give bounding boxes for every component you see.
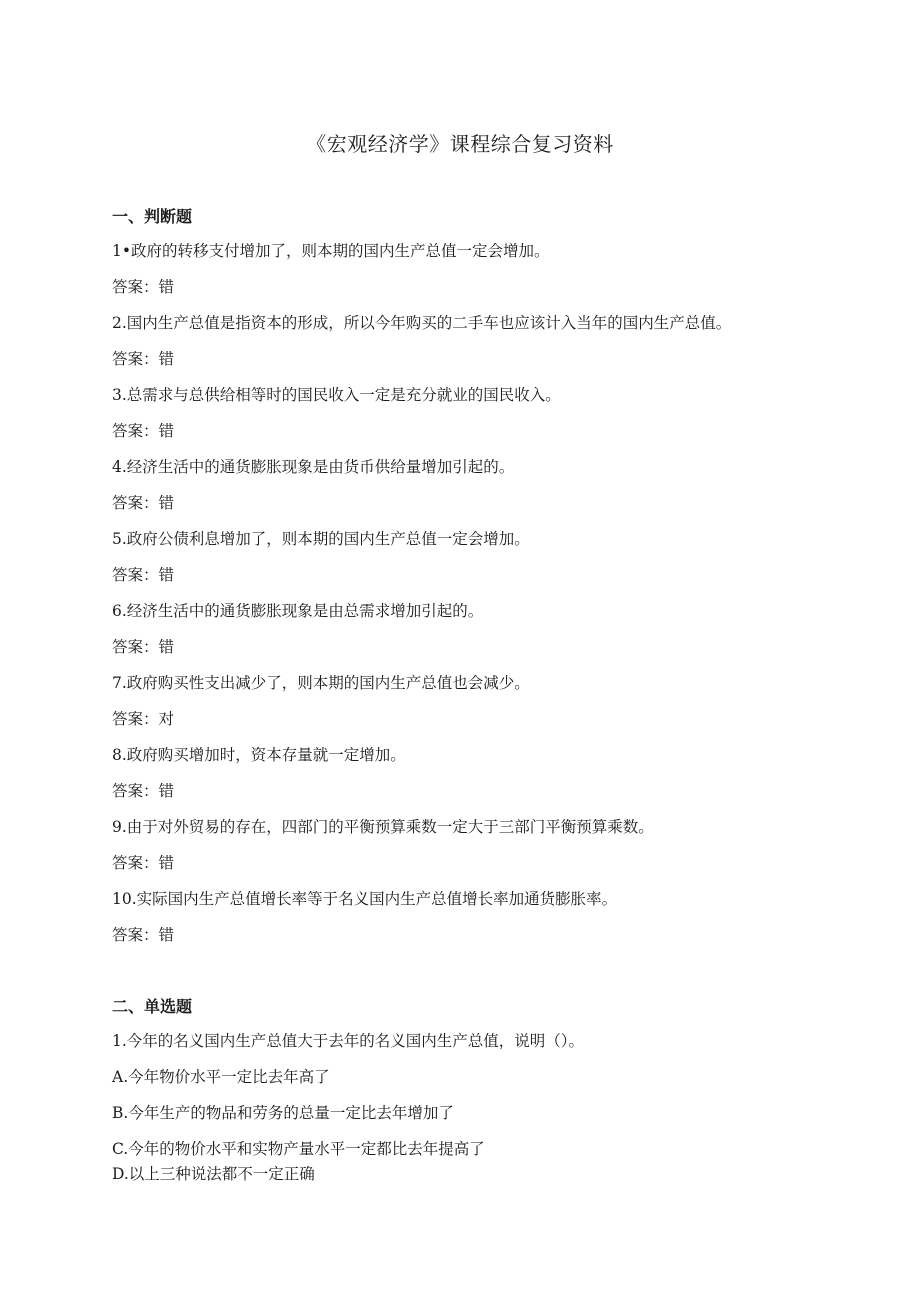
question-10: 10.实际国内生产总值增长率等于名义国内生产总值增长率加通货膨胀率。 bbox=[112, 890, 618, 908]
answer-4: 答案：错 bbox=[112, 494, 175, 512]
question-8: 8.政府购买增加时，资本存量就一定增加。 bbox=[112, 746, 406, 764]
question-7: 7.政府购买性支出减少了，则本期的国内生产总值也会减少。 bbox=[112, 674, 530, 692]
question-5: 5.政府公债利息增加了，则本期的国内生产总值一定会增加。 bbox=[112, 530, 530, 548]
question-4: 4.经济生活中的通货膨胀现象是由货币供给量增加引起的。 bbox=[112, 458, 515, 476]
question-1: 1•政府的转移支付增加了，则本期的国内生产总值一定会增加。 bbox=[112, 242, 550, 260]
answer-7: 答案：对 bbox=[112, 710, 175, 728]
answer-8: 答案：错 bbox=[112, 782, 175, 800]
section-heading-true-false: 一、判断题 bbox=[112, 207, 193, 226]
answer-1: 答案：错 bbox=[112, 278, 175, 296]
answer-10: 答案：错 bbox=[112, 926, 175, 944]
option-d: D.以上三种说法都不一定正确 bbox=[112, 1165, 315, 1183]
answer-3: 答案：错 bbox=[112, 422, 175, 440]
answer-9: 答案：错 bbox=[112, 854, 175, 872]
section-heading-single-choice: 二、单选题 bbox=[112, 997, 193, 1016]
option-b: B.今年生产的物品和劳务的总量一定比去年增加了 bbox=[112, 1104, 454, 1122]
document-title: 《宏观经济学》课程综合复习资料 bbox=[306, 132, 614, 156]
question-9: 9.由于对外贸易的存在，四部门的平衡预算乘数一定大于三部门平衡预算乘数。 bbox=[112, 818, 654, 836]
question-6: 6.经济生活中的通货膨胀现象是由总需求增加引起的。 bbox=[112, 602, 484, 620]
answer-5: 答案：错 bbox=[112, 566, 175, 584]
option-c: C.今年的物价水平和实物产量水平一定都比去年提高了 bbox=[112, 1140, 485, 1158]
option-a: A.今年物价水平一定比去年高了 bbox=[112, 1068, 330, 1086]
answer-2: 答案：错 bbox=[112, 350, 175, 368]
answer-6: 答案：错 bbox=[112, 638, 175, 656]
question-3: 3.总需求与总供给相等时的国民收入一定是充分就业的国民收入。 bbox=[112, 386, 561, 404]
question-2: 2.国内生产总值是指资本的形成，所以今年购买的二手车也应该计入当年的国内生产总值。 bbox=[112, 314, 732, 332]
choice-question-1: 1.今年的名义国内生产总值大于去年的名义国内生产总值，说明（）。 bbox=[112, 1032, 585, 1050]
